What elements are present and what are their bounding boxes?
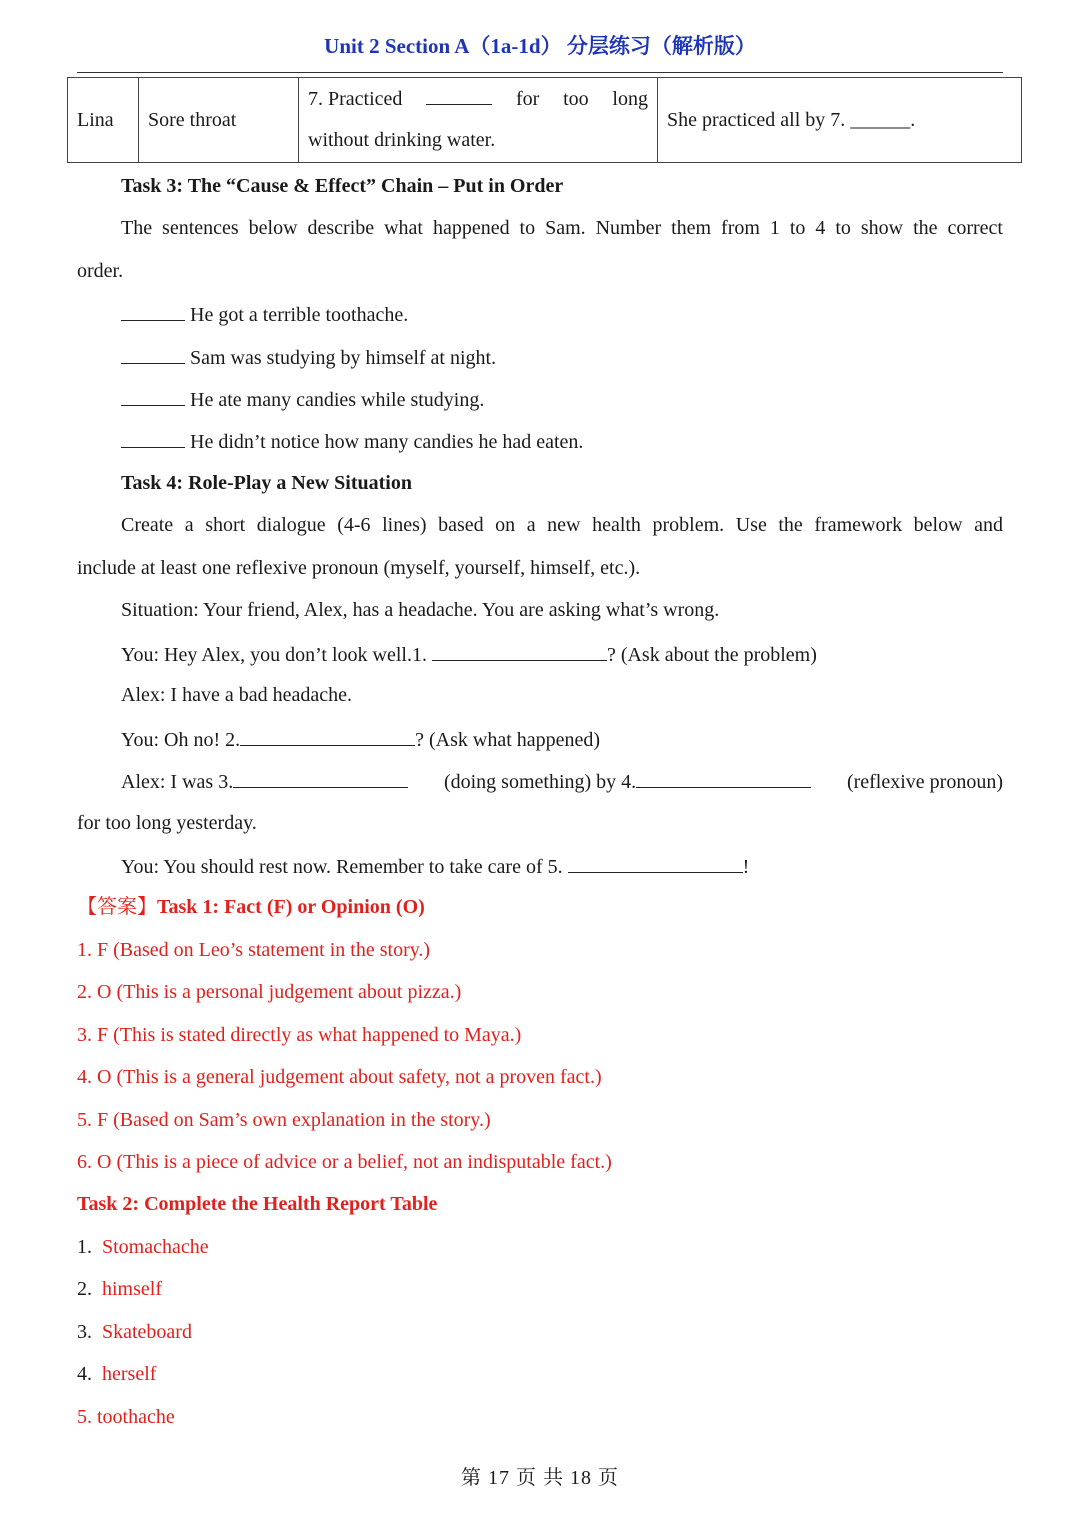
answer-task2-title: Task 2: Complete the Health Report Table bbox=[77, 1193, 438, 1215]
answer-num: 3. bbox=[77, 1321, 92, 1343]
dialogue-text: Alex: I was 3. bbox=[121, 771, 234, 793]
answer-num: 2. bbox=[77, 1278, 92, 1300]
task3-title: Task 3: The “Cause & Effect” Chain – Put in Order bbox=[121, 175, 564, 197]
answer-text: herself bbox=[102, 1363, 157, 1385]
list-item-text: He ate many candies while studying. bbox=[190, 389, 485, 411]
blank-line bbox=[240, 725, 415, 746]
dialogue-line-3 bbox=[121, 725, 600, 753]
blank-line bbox=[121, 427, 185, 448]
list-item-text: Sam was studying by himself at night. bbox=[190, 347, 497, 369]
dialogue-text: ? (Ask what happened) bbox=[415, 729, 601, 751]
list-item-text: He didn’t notice how many candies he had eaten. bbox=[190, 431, 584, 453]
dialogue-line-2: Alex: I have a bad headache. bbox=[121, 684, 352, 706]
dialogue-text: You: Hey Alex, you don’t look well.1. bbox=[121, 644, 427, 666]
blank-line bbox=[636, 767, 811, 788]
answer-num: 5. bbox=[77, 1406, 92, 1428]
answer-item: 2. O (This is a personal judgement about pizza.) bbox=[77, 981, 462, 1003]
list-item bbox=[121, 343, 496, 371]
answer-item: 5. F (Based on Sam’s own explanation in the story.) bbox=[77, 1109, 491, 1131]
cause-line2: without drinking water. bbox=[308, 129, 496, 151]
task4-situation: Situation: Your friend, Alex, has a headache. You are asking what’s wrong. bbox=[121, 599, 720, 621]
answer-item bbox=[77, 1276, 162, 1302]
dialogue-line-4 bbox=[121, 767, 1003, 795]
list-item bbox=[121, 300, 408, 328]
blank-line bbox=[426, 84, 492, 105]
task3-intro-line2: order. bbox=[77, 260, 124, 282]
dialogue-line-4-cont: for too long yesterday. bbox=[77, 812, 257, 834]
header-divider bbox=[77, 72, 1003, 73]
answer-item: 3. F (This is stated directly as what happened to Maya.) bbox=[77, 1024, 522, 1046]
answer-heading bbox=[77, 894, 425, 920]
dialogue-text: (reflexive pronoun) bbox=[846, 771, 1003, 793]
list-item bbox=[121, 427, 583, 455]
answer-item: 4. O (This is a general judgement about safety, not a proven fact.) bbox=[77, 1066, 602, 1088]
dialogue-text: You: You should rest now. Remember to take care of 5. bbox=[121, 856, 563, 878]
answer-text: Stomachache bbox=[102, 1236, 209, 1258]
cell-problem: Sore throat bbox=[139, 78, 299, 163]
list-item bbox=[121, 385, 484, 413]
blank-line bbox=[568, 852, 743, 873]
dialogue-text bbox=[444, 767, 811, 795]
cause-lead: 7. Practiced bbox=[308, 88, 403, 110]
health-report-table bbox=[67, 77, 1022, 163]
answer-item: 1. F (Based on Leo’s statement in the story.) bbox=[77, 939, 431, 961]
task4-intro-line1: Create a short dialogue (4-6 lines) based on a new health problem. Use the framework below and bbox=[121, 514, 1003, 536]
dialogue-line-1 bbox=[121, 640, 817, 668]
dialogue-text: ! bbox=[742, 856, 750, 878]
dialogue-text bbox=[121, 767, 408, 795]
blank-line bbox=[121, 385, 185, 406]
answer-text: Skateboard bbox=[102, 1321, 192, 1343]
page-number: 第 17 页 共 18 页 bbox=[461, 1467, 619, 1489]
task4-title: Task 4: Role-Play a New Situation bbox=[121, 472, 412, 494]
blank-line bbox=[432, 640, 607, 661]
cause-word-long: long bbox=[612, 88, 648, 110]
list-item-text: He got a terrible toothache. bbox=[190, 304, 409, 326]
dialogue-text: You: Oh no! 2. bbox=[121, 729, 241, 751]
page-header-title: Unit 2 Section A（1a-1d） 分层练习（解析版） bbox=[324, 34, 756, 58]
dialogue-text: (doing something) by 4. bbox=[443, 771, 637, 793]
answer-num: 4. bbox=[77, 1363, 92, 1385]
task3-intro-line1: The sentences below describe what happened to Sam. Number them from 1 to 4 to show the correct bbox=[121, 217, 1003, 239]
answer-item bbox=[77, 1361, 156, 1387]
dialogue-line-5 bbox=[121, 852, 749, 880]
answer-item: 6. O (This is a piece of advice or a belief, not an indisputable fact.) bbox=[77, 1151, 612, 1173]
cause-word-too: too bbox=[563, 88, 589, 110]
cell-cause bbox=[299, 78, 658, 163]
blank-line bbox=[121, 300, 185, 321]
answer-item bbox=[77, 1234, 209, 1260]
table-row bbox=[68, 78, 1022, 163]
cell-report: She practiced all by 7. ______. bbox=[658, 78, 1022, 163]
answer-task1-title: Task 1: Fact (F) or Opinion (O) bbox=[157, 896, 425, 918]
answer-item bbox=[77, 1319, 192, 1345]
cause-word-for: for bbox=[515, 88, 540, 110]
answer-bracket: 【答案】 bbox=[77, 896, 157, 918]
dialogue-text: ? (Ask about the problem) bbox=[606, 644, 817, 666]
answer-text: himself bbox=[102, 1278, 162, 1300]
blank-line bbox=[121, 343, 185, 364]
answer-item bbox=[77, 1404, 175, 1430]
answer-num: 1. bbox=[77, 1236, 92, 1258]
task4-intro-line2: include at least one reflexive pronoun (myself, yourself, himself, etc.). bbox=[77, 557, 641, 579]
blank-line bbox=[233, 767, 408, 788]
answer-text: toothache bbox=[97, 1406, 175, 1428]
cell-name: Lina bbox=[68, 78, 139, 163]
